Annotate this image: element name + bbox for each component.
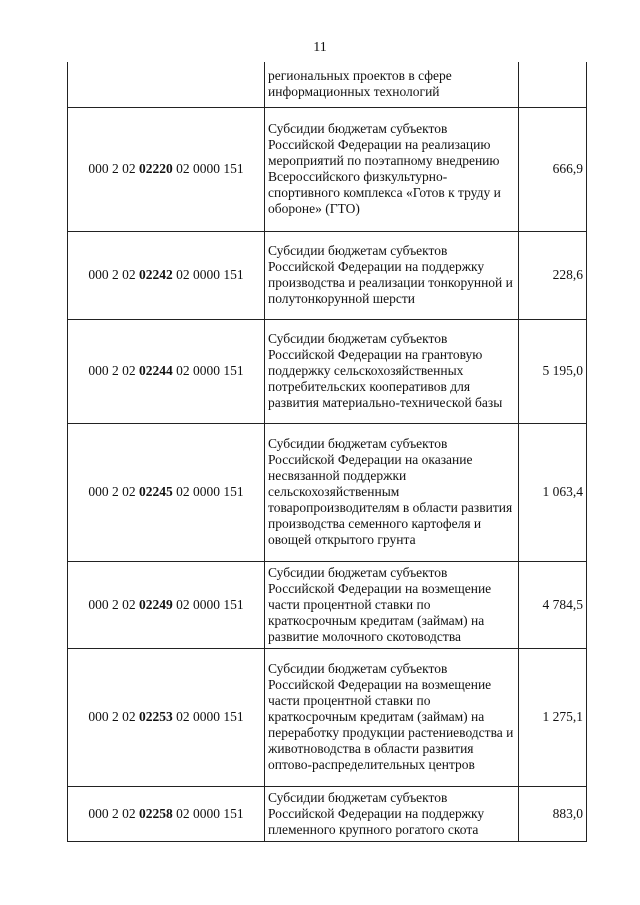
amount-cell: 1 063,4 xyxy=(519,423,587,561)
amount-cell: 883,0 xyxy=(519,786,587,841)
table-row xyxy=(68,319,587,423)
amount-cell: 666,9 xyxy=(519,107,587,231)
table-row xyxy=(68,561,587,648)
description-cell: Субсидии бюджетам субъектов Российской Федерации на реализацию мероприятий по поэтапному внедрению Всероссийского физкультурно-спортивного комплекса «Готов к труду и обороне» (ГТО) xyxy=(265,107,519,231)
amount-cell: 5 195,0 xyxy=(519,319,587,423)
description-cell: Субсидии бюджетам субъектов Российской Федерации на возмещение части процентной ставки по краткосрочным кредитам (займам) на переработку продукции растениеводства и животноводства в области развития оптово-распределительных центров xyxy=(265,648,519,786)
description-cell: Субсидии бюджетам субъектов Российской Федерации на возмещение части процентной ставки по краткосрочным кредитам (займам) на развитие молочного скотоводства xyxy=(265,561,519,648)
budget-code-cell: 000 2 02 02249 02 0000 151 xyxy=(68,561,265,648)
budget-code-cell xyxy=(68,62,265,107)
table-row xyxy=(68,786,587,841)
amount-cell: 228,6 xyxy=(519,231,587,319)
budget-code-cell: 000 2 02 02220 02 0000 151 xyxy=(68,107,265,231)
description-cell: Субсидии бюджетам субъектов Российской Федерации на поддержку племенного крупного рогатого скота xyxy=(265,786,519,841)
table-row xyxy=(68,62,587,107)
table-row xyxy=(68,423,587,561)
description-cell: Субсидии бюджетам субъектов Российской Федерации на грантовую поддержку сельскохозяйственных потребительских кооперативов для развития материально-технической базы xyxy=(265,319,519,423)
budget-code-cell: 000 2 02 02244 02 0000 151 xyxy=(68,319,265,423)
amount-cell xyxy=(519,62,587,107)
amount-cell: 4 784,5 xyxy=(519,561,587,648)
description-cell: Субсидии бюджетам субъектов Российской Федерации на оказание несвязанной поддержки сельскохозяйственным товаропроизводителям в области развития производства семенного картофеля и овощей открытого грунта xyxy=(265,423,519,561)
description-cell: региональных проектов в сфере информационных технологий xyxy=(265,62,519,107)
page-number: 11 xyxy=(313,40,327,55)
amount-cell: 1 275,1 xyxy=(519,648,587,786)
budget-code-cell: 000 2 02 02258 02 0000 151 xyxy=(68,786,265,841)
budget-code-cell: 000 2 02 02245 02 0000 151 xyxy=(68,423,265,561)
budget-code-cell: 000 2 02 02242 02 0000 151 xyxy=(68,231,265,319)
table-row xyxy=(68,231,587,319)
table-row xyxy=(68,648,587,786)
table-row xyxy=(68,107,587,231)
description-cell: Субсидии бюджетам субъектов Российской Федерации на поддержку производства и реализации тонкорунной и полутонкорунной шерсти xyxy=(265,231,519,319)
budget-table xyxy=(67,62,583,842)
budget-code-cell: 000 2 02 02253 02 0000 151 xyxy=(68,648,265,786)
